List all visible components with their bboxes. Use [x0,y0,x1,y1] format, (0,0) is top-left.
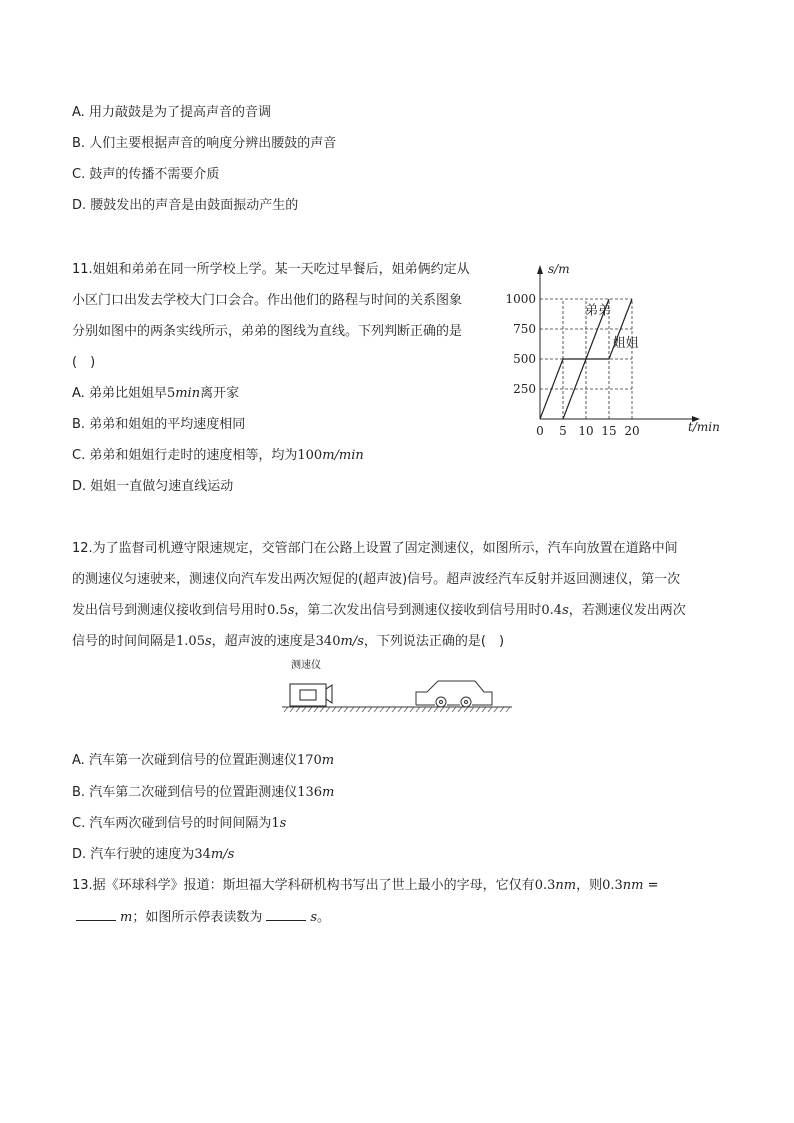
y-tick-label: 500 [513,352,536,366]
q10-option-a: A. 用力敲鼓是为了提高声音的音调 [72,105,271,120]
q12-option-a: A. 汽车第一次碰到信号的位置距测速仪170m [72,753,335,768]
q11-stem-line-4: ( ) [72,355,96,370]
q11-stem-line-1: 11.姐姐和弟弟在同一所学校上学。某一天吃过早餐后，姐弟俩约定从 [72,262,470,277]
series-label-brother: 弟弟 [585,303,612,319]
q10-option-b: B. 人们主要根据声音的响度分辨出腰鼓的声音 [72,136,337,151]
q11-stem-line-2: 小区门口出发去学校大门口会合。作出他们的路程与时间的关系图象 [72,293,463,308]
x-tick-label: 10 [578,424,594,438]
x-tick-label: 5 [559,424,567,438]
q10-option-d: D. 腰鼓发出的声音是由鼓面振动产生的 [72,198,299,213]
q13-stem-line-1: 13.据《环球科学》报道：斯坦福大学科研机构书写出了世上最小的字母，它仅有0.3nm，则0.3nm = [72,878,659,893]
y-tick-label: 750 [513,322,536,336]
x-tick-label: 15 [601,424,617,438]
answer-blank-2[interactable] [266,908,306,921]
distance-time-chart [500,255,730,445]
q12-stem-line-3: 发出信号到测速仪接收到信号用时0.5s，第二次发出信号到测速仪接收到信号用时0.4s，若测速仪发出两次 [72,603,686,618]
y-axis-arrow [537,265,543,274]
q12-stem-line-2: 的测速仪匀速驶来，测速仪向汽车发出两次短促的(超声波)信号。超声波经汽车反射并返回测速仪，第一次 [72,572,681,587]
car-icon [416,681,492,707]
y-tick-label: 250 [513,382,536,396]
q12-option-c: C. 汽车两次碰到信号的时间间隔为1s [72,816,287,831]
q11-stem-line-3: 分别如图中的两条实线所示，弟弟的图线为直线。下列判断正确的是 [72,324,463,339]
q11-option-b: B. 弟弟和姐姐的平均速度相同 [72,417,246,432]
q11-option-d: D. 姐姐一直做匀速直线运动 [72,479,234,494]
q12-option-d: D. 汽车行驶的速度为34m/s [72,847,235,862]
q12-option-b: B. 汽车第二次碰到信号的位置距测速仪136m [72,785,335,800]
y-tick-label: 1000 [505,292,536,306]
q10-option-c: C. 鼓声的传播不需要介质 [72,167,220,182]
q11-option-a: A. 弟弟比姐姐早5min离开家 [72,386,240,401]
speed-camera-figure [280,672,515,716]
road-hatching [284,707,510,712]
speed-camera-icon [290,684,332,706]
speed-camera-label: 测速仪 [291,660,321,671]
q13-stem-line-2: m；如图所示停表读数为 s。 [72,908,330,927]
series-label-sister: 姐姐 [612,336,639,351]
q12-stem-line-4: 信号的时间间隔是1.05s，超声波的速度是340m/s，下列说法正确的是( ) [72,634,505,649]
x-tick-label: 0 [536,424,544,438]
x-tick-label: 20 [624,424,640,438]
q12-stem-line-1: 12.为了监督司机遵守限速规定，交管部门在公路上设置了固定测速仪，如图所示，汽车向放置在道路中间 [72,541,678,556]
q11-option-c: C. 弟弟和姐姐行走时的速度相等，均为100m/min [72,448,364,463]
y-axis-label: s/m [548,262,570,276]
x-axis-label: t/min [688,420,720,434]
answer-blank-1[interactable] [76,908,116,921]
